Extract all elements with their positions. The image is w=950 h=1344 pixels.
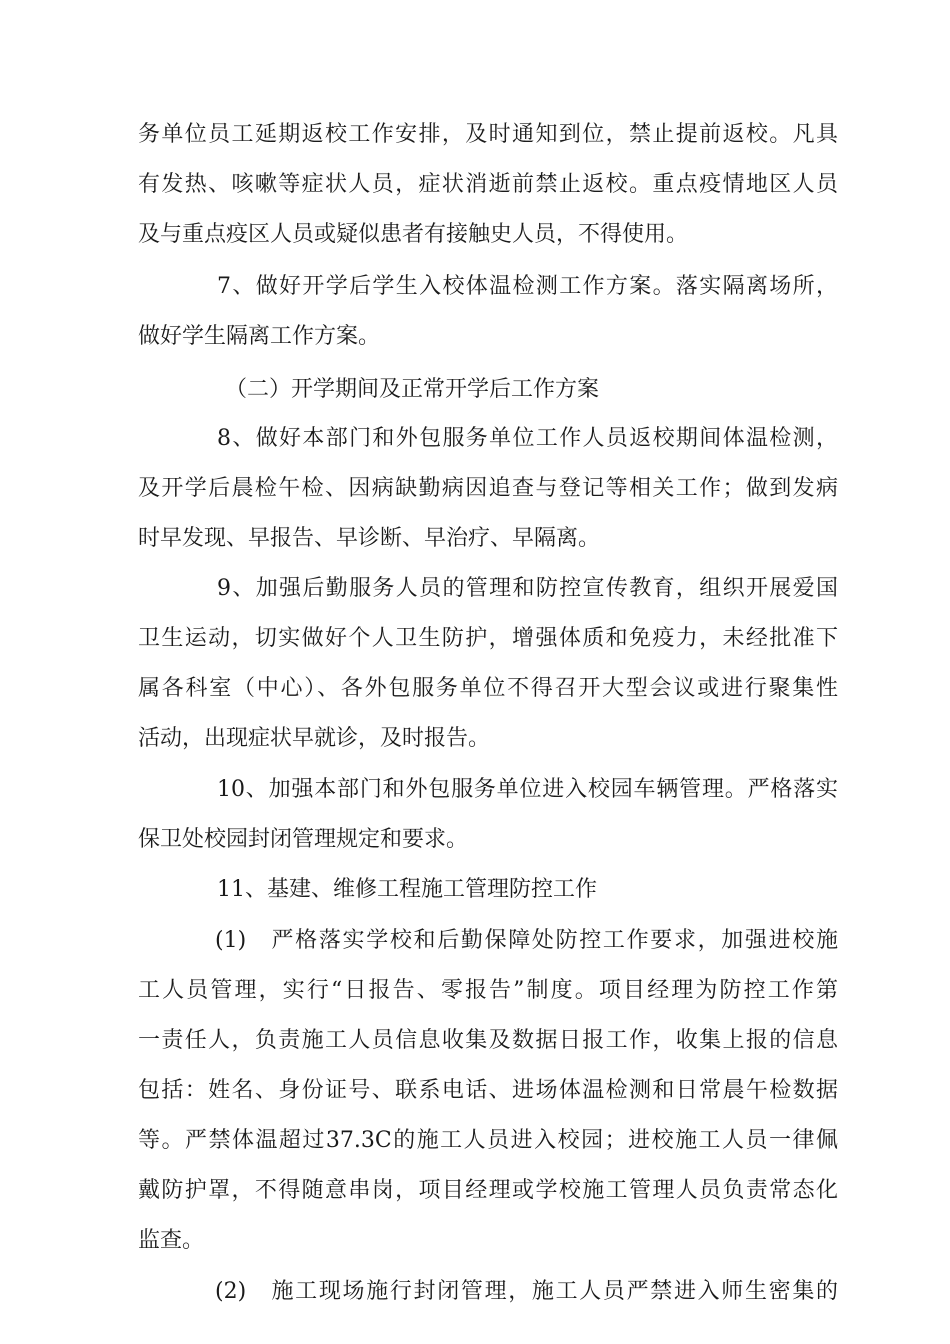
text-line: 做好学生隔离工作方案。 — [138, 324, 381, 349]
text-line: (2) 施工现场施行封闭管理，施工人员严禁进入师生密集的 — [215, 1279, 838, 1304]
text-line: 8、做好本部门和外包服务单位工作人员返校期间体温检测， — [217, 426, 838, 451]
text-line: 有发热、咳嗽等症状人员，症状消逝前禁止返校。重点疫情地区人员 — [138, 172, 838, 197]
text-line: 及与重点疫区人员或疑似患者有接触史人员，不得使用。 — [138, 222, 689, 247]
section-heading: （二）开学期间及正常开学后工作方案 — [225, 377, 600, 402]
text-line: 等。严禁体温超过37.3C的施工人员进入校园；进校施工人员一律佩 — [138, 1128, 838, 1153]
text-line: 工人员管理，实行“日报告、零报告”制度。项目经理为防控工作第 — [138, 978, 838, 1003]
text-line: 监查。 — [138, 1228, 205, 1253]
text-line: 一责任人，负责施工人员信息收集及数据日报工作，收集上报的信息 — [138, 1028, 838, 1053]
text-line: 属各科室（中心）、各外包服务单位不得召开大型会议或进行聚集性 — [138, 676, 838, 701]
text-line: 务单位员工延期返校工作安排，及时通知到位，禁止提前返校。凡具 — [138, 122, 838, 147]
text-line: (1) 严格落实学校和后勤保障处防控工作要求，加强进校施 — [215, 928, 838, 953]
text-line: 保卫处校园封闭管理规定和要求。 — [138, 827, 469, 852]
text-line: 卫生运动，切实做好个人卫生防护，增强体质和免疫力，未经批准下 — [138, 626, 838, 651]
text-line: 10、加强本部门和外包服务单位进入校园车辆管理。严格落实 — [217, 777, 838, 802]
text-line: 戴防护罩，不得随意串岗，项目经理或学校施工管理人员负责常态化 — [138, 1178, 838, 1203]
text-line: 11、基建、维修工程施工管理防控工作 — [217, 877, 597, 902]
text-line: 包括：姓名、身份证号、联系电话、进场体温检测和日常晨午检数据 — [138, 1078, 838, 1103]
text-line: 9、加强后勤服务人员的管理和防控宣传教育，组织开展爱国 — [217, 576, 838, 601]
text-line: 活动，出现症状早就诊，及时报告。 — [138, 726, 491, 751]
text-line: 时早发现、早报告、早诊断、早治疗、早隔离。 — [138, 526, 601, 551]
text-line: 7、做好开学后学生入校体温检测工作方案。落实隔离场所， — [217, 274, 838, 299]
text-line: 及开学后晨检午检、因病缺勤病因追查与登记等相关工作；做到发病 — [138, 476, 838, 501]
